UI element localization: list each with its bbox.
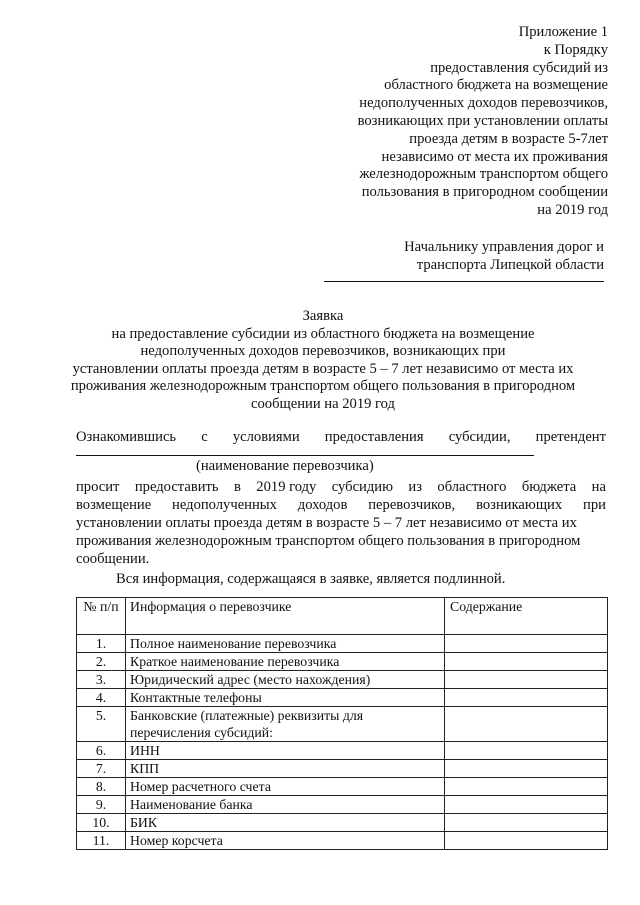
row-content[interactable] (445, 707, 608, 742)
row-number: 11. (77, 832, 126, 850)
request-line-tail: сообщении. (76, 551, 150, 567)
request-word: перевозчиков, (368, 497, 456, 513)
row-number: 5. (77, 707, 126, 742)
request-word: при (583, 497, 606, 513)
addressee-block (304, 238, 604, 282)
row-number: 4. (77, 689, 126, 707)
addressee-line: Начальнику управления дорог и (404, 239, 604, 255)
appendix-line: областного бюджета на возмещение (384, 77, 608, 94)
request-word: просит (76, 479, 120, 495)
header-number: № п/п (77, 598, 126, 635)
request-line (76, 478, 606, 496)
row-content[interactable] (445, 778, 608, 796)
row-content[interactable] (445, 671, 608, 689)
row-info: Наименование банка (126, 796, 445, 814)
intro-paragraph (76, 428, 606, 475)
table-row (77, 832, 608, 850)
title-line: на предоставление субсидии из областного бюджета на возмещение (111, 325, 535, 342)
appendix-header (188, 24, 608, 220)
intro-word: условиями (232, 429, 300, 445)
row-info: Контактные телефоны (126, 689, 445, 707)
title-line: установлении оплаты проезда детям в возрасте 5 – 7 лет независимо от места их (72, 360, 574, 377)
appendix-line: пользования в пригородном сообщении (361, 184, 608, 201)
table-header-row (77, 598, 608, 635)
appendix-line: к Порядку (543, 41, 608, 58)
header-info: Информация о перевозчике (126, 598, 445, 635)
appendix-line: железнодорожным транспортом общего (359, 166, 608, 183)
table-row (77, 635, 608, 653)
row-info: Юридический адрес (место нахождения) (126, 671, 445, 689)
header-content: Содержание (445, 598, 608, 635)
intro-word: претендент (535, 429, 606, 445)
row-number: 10. (77, 814, 126, 832)
row-info: Полное наименование перевозчика (126, 635, 445, 653)
request-word: недополученных (172, 497, 277, 513)
carrier-info-table (76, 597, 608, 850)
request-word: на (591, 479, 606, 495)
row-info: КПП (126, 760, 445, 778)
table-row (77, 671, 608, 689)
request-word: 2019 году (256, 479, 317, 495)
appendix-line: недополученных доходов перевозчиков, (359, 95, 608, 112)
row-content[interactable] (445, 796, 608, 814)
intro-word: с (201, 429, 208, 445)
intro-word: субсидии, (448, 429, 511, 445)
request-line (76, 496, 606, 514)
addressee-signature-line (324, 281, 604, 282)
row-content[interactable] (445, 814, 608, 832)
intro-first-line (76, 428, 606, 446)
appendix-line: предоставления субсидий из (430, 59, 608, 76)
appendix-line: проезда детям в возрасте 5-7лет (409, 130, 608, 147)
row-number: 7. (77, 760, 126, 778)
authenticity-statement: Вся информация, содержащаяся в заявке, является подлинной. (116, 571, 506, 587)
table-row (77, 814, 608, 832)
table-row (77, 707, 608, 742)
request-word: субсидию (331, 479, 394, 495)
row-number: 3. (77, 671, 126, 689)
request-word: бюджета (521, 479, 577, 495)
table-row (77, 689, 608, 707)
row-content[interactable] (445, 742, 608, 760)
row-number: 8. (77, 778, 126, 796)
carrier-name-blank-line (76, 455, 534, 456)
addressee-line: транспорта Липецкой области (416, 257, 604, 273)
row-content[interactable] (445, 760, 608, 778)
carrier-name-caption: (наименование перевозчика) (196, 458, 374, 474)
title-line: недополученных доходов перевозчиков, возникающих при (140, 343, 506, 360)
row-content[interactable] (445, 832, 608, 850)
document-title (60, 308, 586, 414)
request-word: предоставить (134, 479, 219, 495)
appendix-line: на 2019 год (537, 201, 608, 218)
title-heading: Заявка (302, 308, 344, 324)
request-paragraph (76, 478, 606, 588)
row-content[interactable] (445, 689, 608, 707)
row-info: Номер расчетного счета (126, 778, 445, 796)
request-word: областного (437, 479, 507, 495)
row-info: БИК (126, 814, 445, 832)
table-row (77, 742, 608, 760)
request-word: в (233, 479, 241, 495)
row-number: 1. (77, 635, 126, 653)
title-line: проживания железнодорожным транспортом общего пользования в пригородном (70, 378, 576, 395)
request-word: возмещение (76, 497, 152, 513)
row-info: Краткое наименование перевозчика (126, 653, 445, 671)
row-info: Номер корсчета (126, 832, 445, 850)
table-row (77, 653, 608, 671)
appendix-line: Приложение 1 (518, 24, 608, 40)
request-word: возникающих (476, 497, 563, 513)
request-word: доходов (297, 497, 348, 513)
intro-word: Ознакомившись (76, 429, 177, 445)
row-content[interactable] (445, 635, 608, 653)
appendix-line: возникающих при установлении оплаты (357, 112, 608, 129)
row-number: 2. (77, 653, 126, 671)
table-row (77, 778, 608, 796)
row-content[interactable] (445, 653, 608, 671)
title-line: сообщении на 2019 год (251, 395, 395, 412)
request-line: проживания железнодорожным транспортом общего пользования в пригородном (76, 533, 581, 549)
row-number: 6. (77, 742, 126, 760)
table-row (77, 796, 608, 814)
row-info: Банковские (платежные) реквизиты для перечисления субсидий: (126, 707, 445, 742)
row-info: ИНН (126, 742, 445, 760)
request-line: установлении оплаты проезда детям в возрасте 5 – 7 лет независимо от места их (76, 515, 577, 531)
intro-word: предоставления (324, 429, 424, 445)
table-row (77, 760, 608, 778)
request-word: из (408, 479, 422, 495)
row-number: 9. (77, 796, 126, 814)
appendix-line: независимо от места их проживания (381, 148, 608, 165)
